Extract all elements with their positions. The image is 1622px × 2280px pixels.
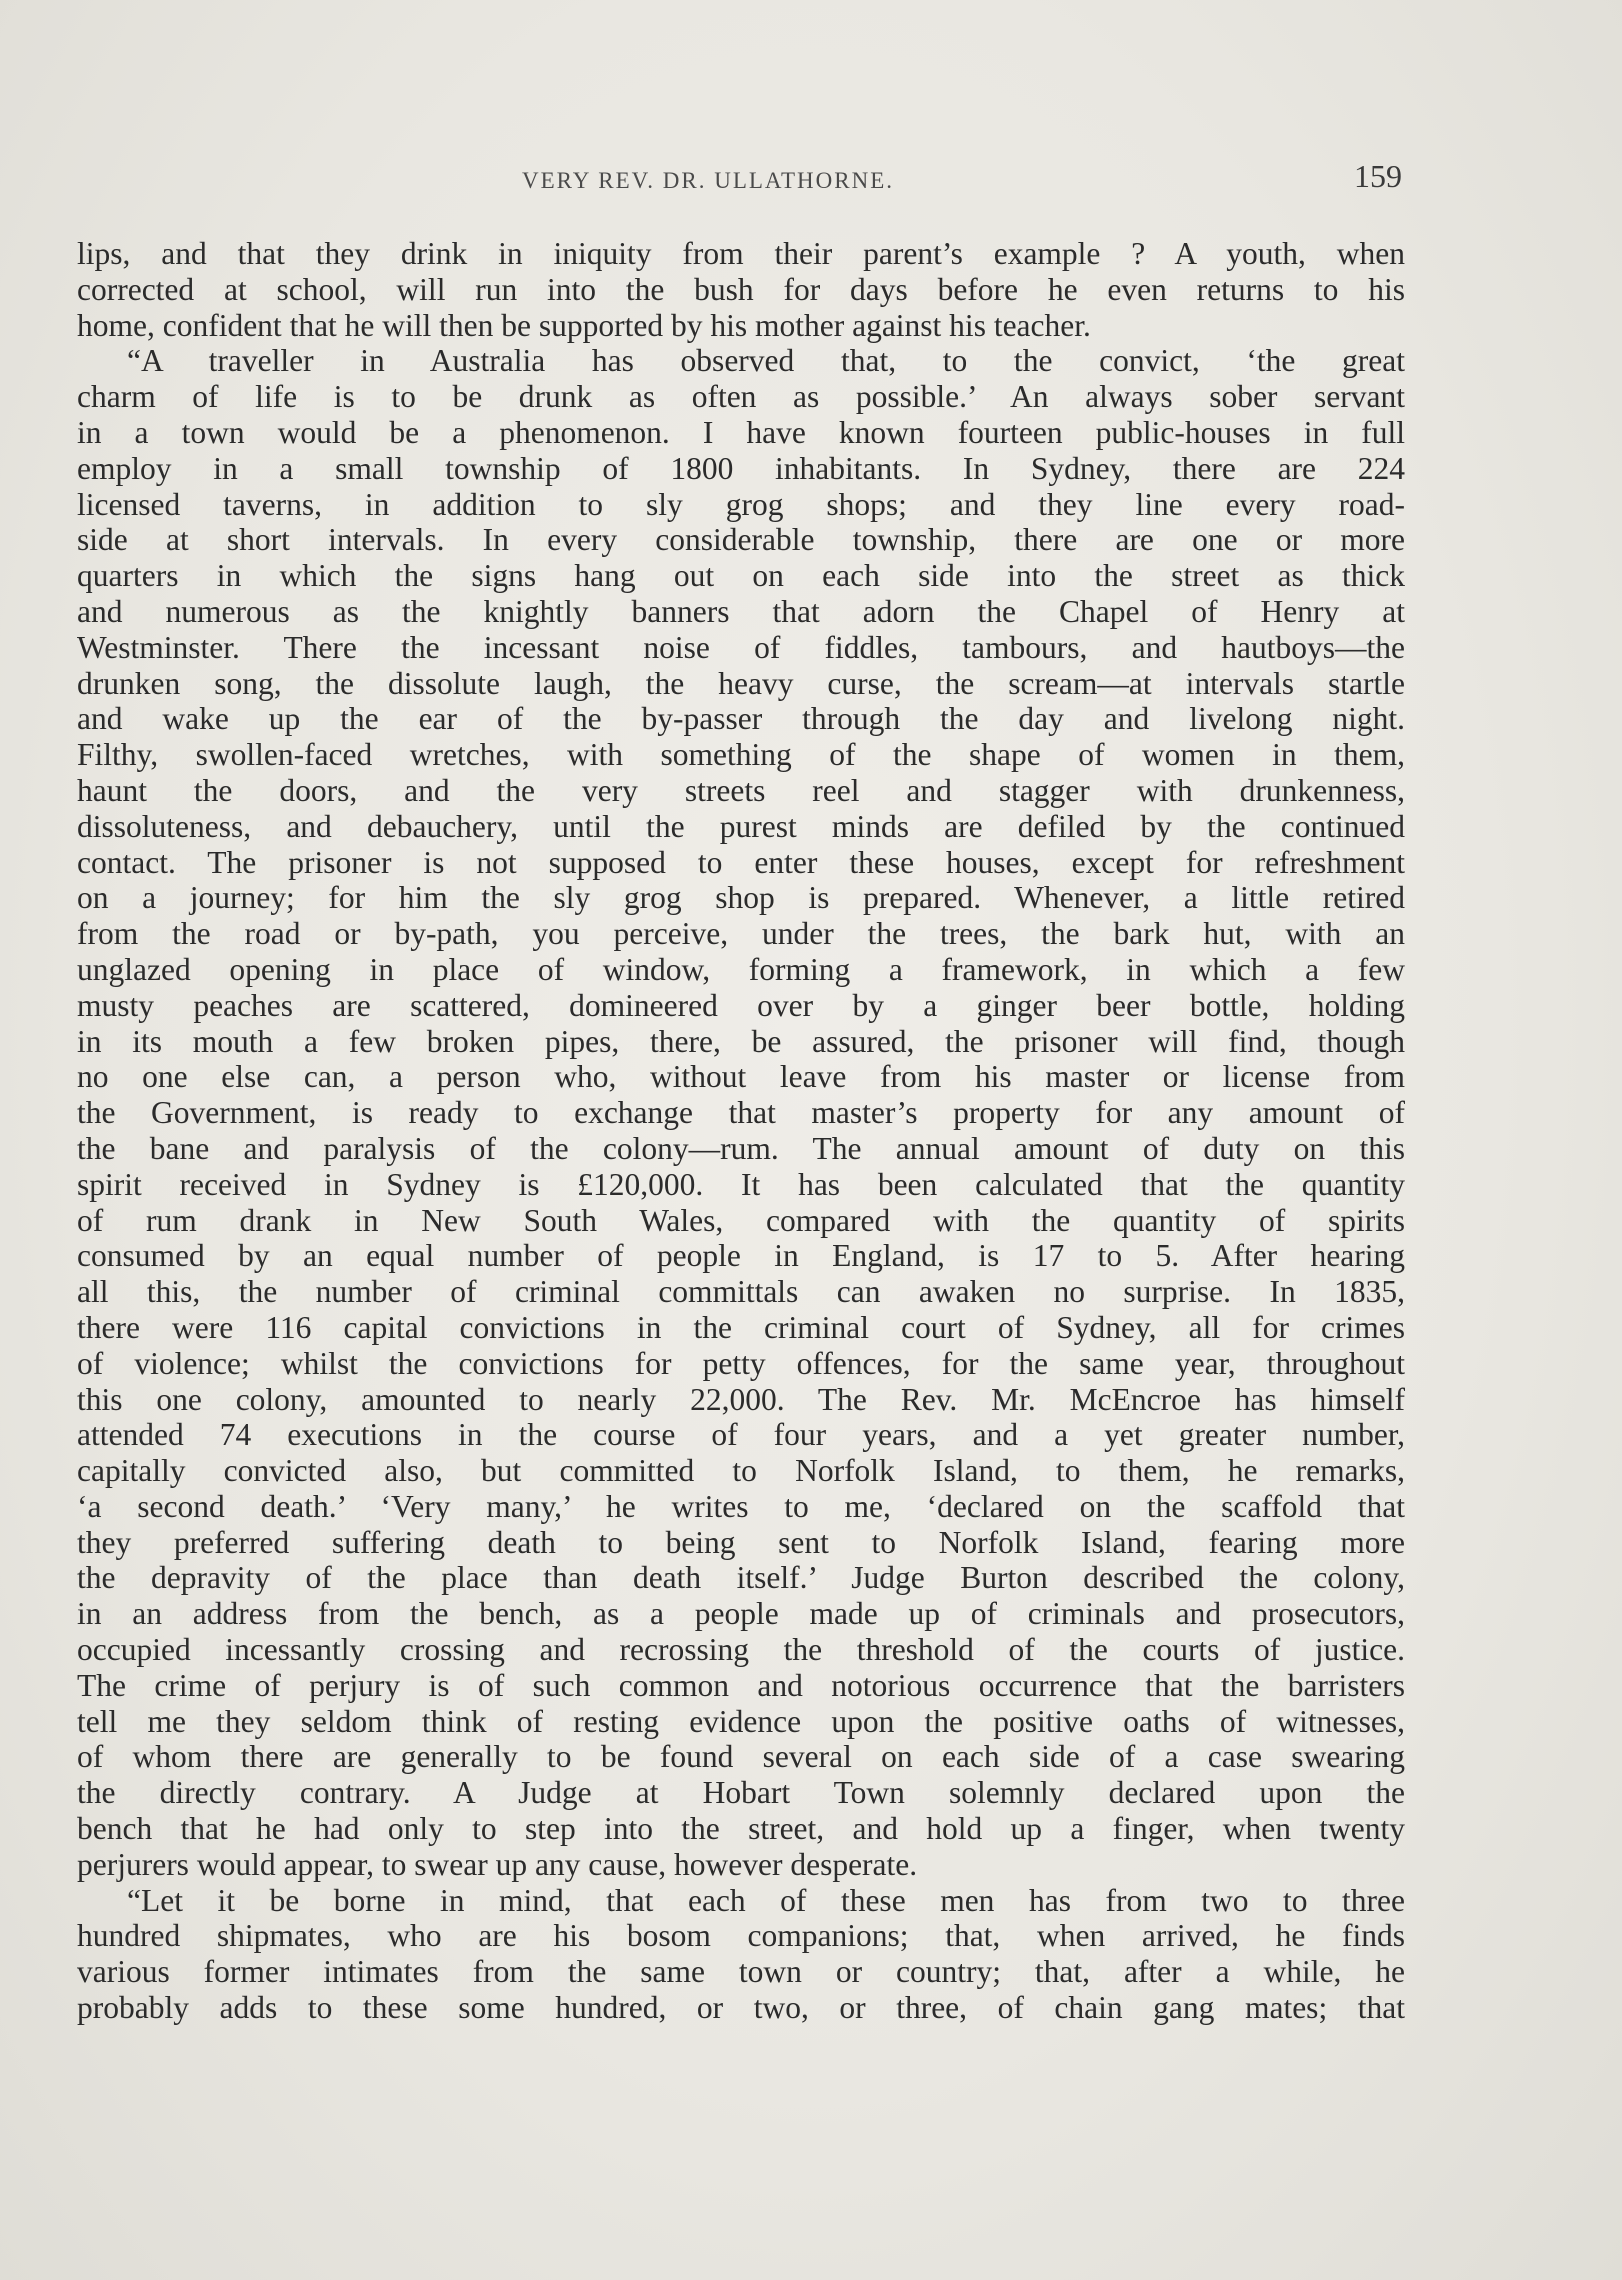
- text-line: “Let it be borne in mind, that each of these men has from two to three: [127, 1882, 1405, 1918]
- text-line: perjurers would appear, to swear up any cause, however desperate.: [77, 1846, 918, 1882]
- text-line: and wake up the ear of the by-passer through the day and livelong night.: [77, 701, 1405, 737]
- text-line: employ in a small township of 1800 inhabitants. In Sydney, there are 224: [77, 450, 1405, 486]
- text-line: in its mouth a few broken pipes, there, be assured, the prisoner will find, though: [77, 1023, 1405, 1059]
- text-line: tell me they seldom think of resting evidence upon the positive oaths of witnesses,: [77, 1703, 1405, 1739]
- text-line: of rum drank in New South Wales, compared with the quantity of spirits: [77, 1202, 1405, 1238]
- text-line: hundred shipmates, who are his bosom companions; that, when arrived, he finds: [77, 1918, 1405, 1954]
- text-line: “A traveller in Australia has observed that, to the convict, ‘the great: [127, 343, 1405, 379]
- text-line: capitally convicted also, but committed to Norfolk Island, to them, he remarks,: [77, 1453, 1405, 1489]
- text-line: the depravity of the place than death itself.’ Judge Burton described the colony,: [77, 1560, 1405, 1596]
- text-line: side at short intervals. In every considerable township, there are one or more: [77, 522, 1405, 558]
- page-number: 159: [1354, 158, 1402, 194]
- text-line: in a town would be a phenomenon. I have known fourteen public-houses in full: [77, 414, 1405, 450]
- text-line: unglazed opening in place of window, forming a framework, in which a few: [77, 951, 1405, 987]
- text-line: attended 74 executions in the course of four years, and a yet greater number,: [77, 1417, 1405, 1453]
- text-line: of violence; whilst the convictions for petty offences, for the same year, throughout: [77, 1345, 1405, 1381]
- running-title: VERY REV. DR. ULLATHORNE.: [522, 168, 895, 193]
- text-line: this one colony, amounted to nearly 22,000. The Rev. Mr. McEncroe has himself: [77, 1381, 1405, 1417]
- text-line: Westminster. There the incessant noise of fiddles, tambours, and hautboys—the: [77, 629, 1405, 665]
- text-line: they preferred suffering death to being sent to Norfolk Island, fearing more: [77, 1524, 1405, 1560]
- text-line: licensed taverns, in addition to sly grog shops; and they line every road-: [77, 486, 1405, 522]
- text-line: charm of life is to be drunk as often as possible.’ An always sober servant: [77, 379, 1405, 415]
- body-text: [77, 236, 1405, 2026]
- text-line: Filthy, swollen-faced wretches, with something of the shape of women in them,: [77, 737, 1405, 773]
- text-line: the directly contrary. A Judge at Hobart Town solemnly declared upon the: [77, 1775, 1405, 1811]
- text-line: the bane and paralysis of the colony—rum. The annual amount of duty on this: [77, 1130, 1405, 1166]
- text-line: consumed by an equal number of people in England, is 17 to 5. After hearing: [77, 1238, 1405, 1274]
- text-line: on a journey; for him the sly grog shop is prepared. Whenever, a little retired: [77, 880, 1405, 916]
- text-line: corrected at school, will run into the bush for days before he even returns to his: [77, 271, 1405, 307]
- text-line: the Government, is ready to exchange that master’s property for any amount of: [77, 1095, 1405, 1131]
- text-line: quarters in which the signs hang out on each side into the street as thick: [77, 558, 1405, 594]
- text-line: bench that he had only to step into the street, and hold up a finger, when twenty: [77, 1811, 1405, 1847]
- text-line: occupied incessantly crossing and recrossing the threshold of the courts of justice.: [77, 1632, 1405, 1668]
- text-line: various former intimates from the same town or country; that, after a while, he: [77, 1954, 1405, 1990]
- text-line: drunken song, the dissolute laugh, the heavy curse, the scream—at intervals startle: [77, 665, 1405, 701]
- text-line: dissoluteness, and debauchery, until the purest minds are defiled by the continued: [77, 808, 1405, 844]
- text-line: and numerous as the knightly banners that adorn the Chapel of Henry at: [77, 593, 1405, 629]
- text-line: ‘a second death.’ ‘Very many,’ he writes to me, ‘declared on the scaffold that: [77, 1488, 1405, 1524]
- text-line: lips, and that they drink in iniquity from their parent’s example ? A youth, when: [77, 236, 1405, 271]
- text-line: all this, the number of criminal committals can awaken no surprise. In 1835,: [77, 1274, 1405, 1310]
- text-line: haunt the doors, and the very streets reel and stagger with drunkenness,: [77, 772, 1405, 808]
- text-line: The crime of perjury is of such common and notorious occurrence that the barristers: [77, 1667, 1405, 1703]
- text-line: home, confident that he will then be supported by his mother against his teacher.: [77, 307, 1091, 343]
- text-line: in an address from the bench, as a people made up of criminals and prosecutors,: [77, 1596, 1405, 1632]
- text-line: probably adds to these some hundred, or two, or three, of chain gang mates; that: [77, 1990, 1405, 2026]
- text-line: there were 116 capital convictions in the criminal court of Sydney, all for crimes: [77, 1309, 1405, 1345]
- text-line: of whom there are generally to be found several on each side of a case swearing: [77, 1739, 1405, 1775]
- running-header: [0, 158, 1622, 208]
- text-line: musty peaches are scattered, domineered over by a ginger beer bottle, holding: [77, 987, 1405, 1023]
- text-line: spirit received in Sydney is £120,000. It has been calculated that the quantity: [77, 1166, 1405, 1202]
- text-line: from the road or by-path, you perceive, under the trees, the bark hut, with an: [77, 916, 1405, 952]
- text-line: no one else can, a person who, without leave from his master or license from: [77, 1059, 1405, 1095]
- text-line: contact. The prisoner is not supposed to enter these houses, except for refreshment: [77, 844, 1405, 880]
